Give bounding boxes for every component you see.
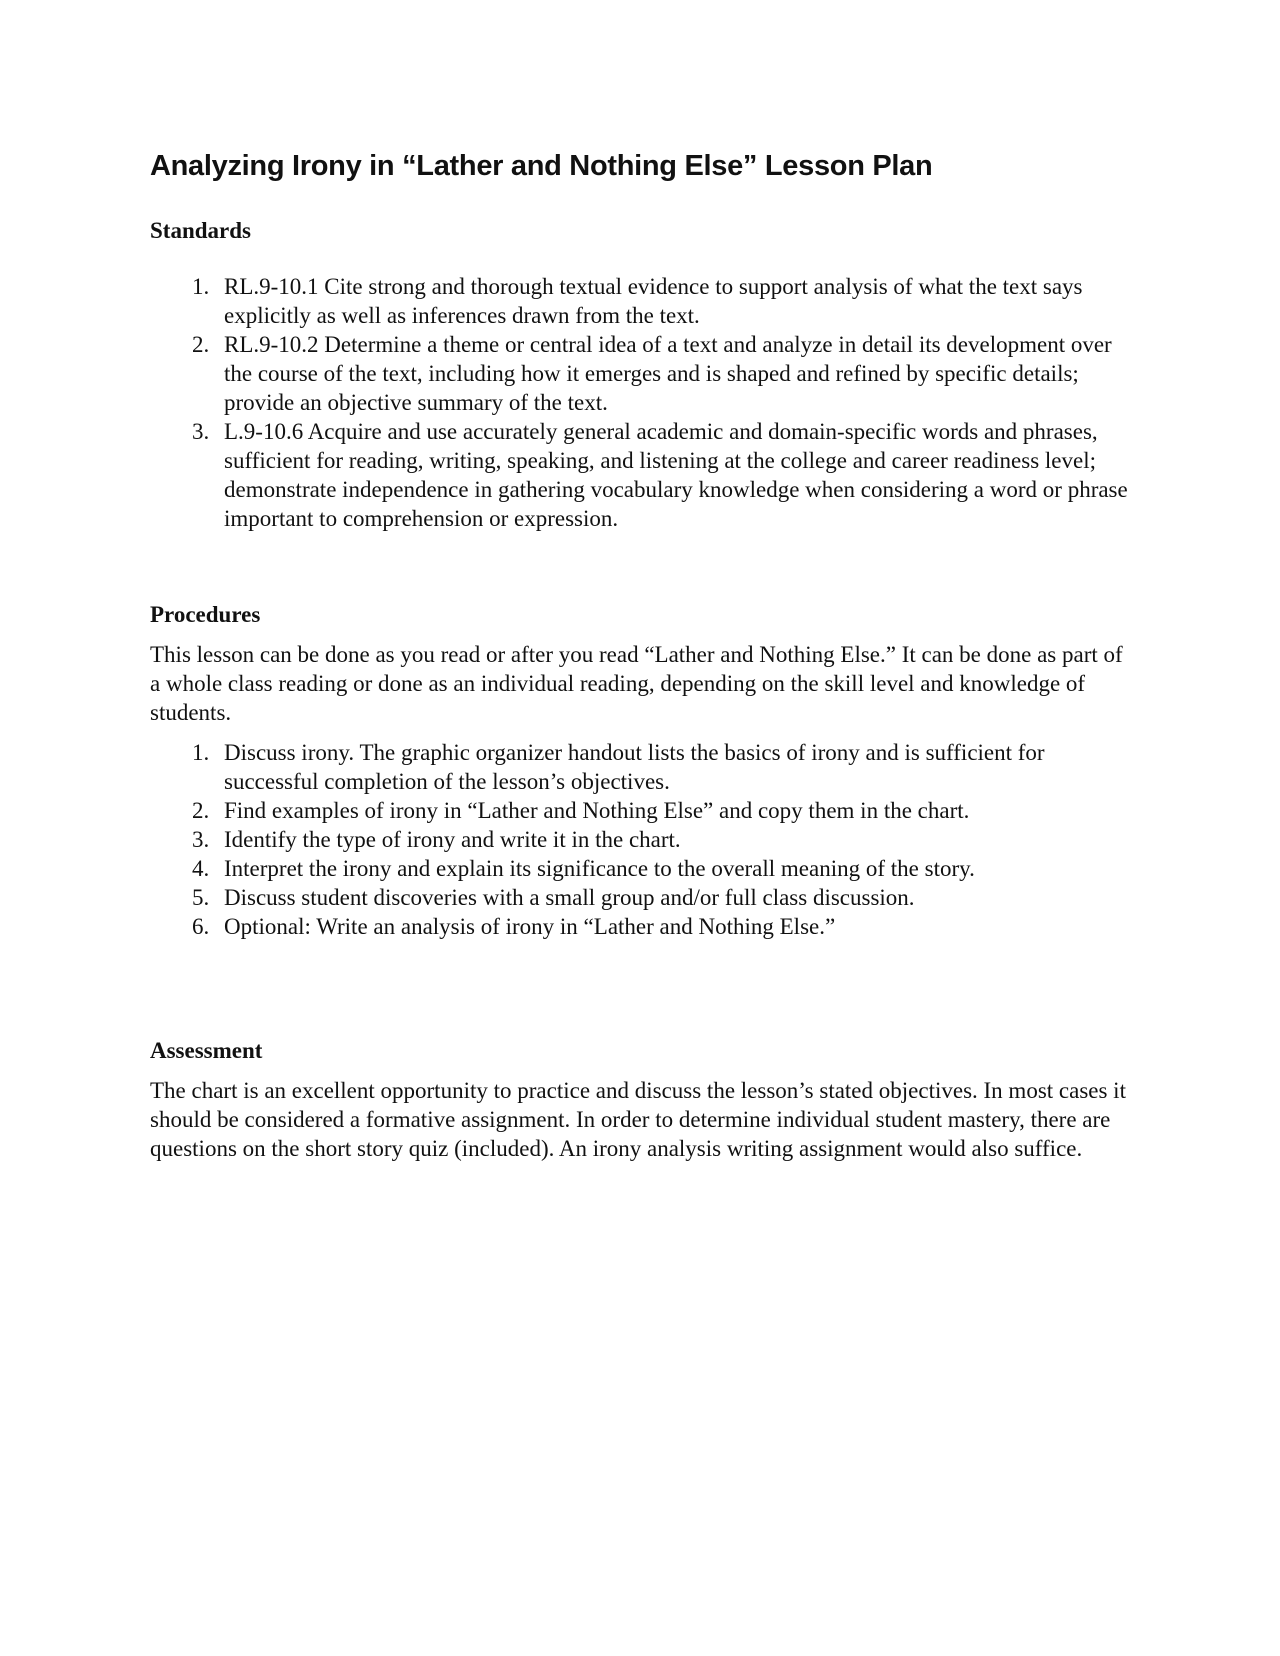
procedures-heading: Procedures — [150, 602, 261, 627]
list-number: 3. — [192, 827, 210, 852]
assessment-text: The chart is an excellent opportunity to practice and discuss the lesson’s stated objectives. In most cases it should be considered a formative assignment. In order to determine individual student mastery, there are questions on the short story quiz (included). An irony analysis writing assignment would also suffice. — [150, 1078, 1126, 1161]
list-item-text: L.9-10.6 Acquire and use accurately general academic and domain-specific words and phrases, sufficient for reading, writing, speaking, and listening at the college and career readiness level; demonstrate independence in gathering vocabulary knowledge when considering a word or phrase important to comprehension or expression. — [224, 419, 1128, 531]
list-item-text: Discuss student discoveries with a small group and/or full class discussion. — [224, 885, 915, 910]
list-number: 4. — [192, 856, 210, 881]
list-number: 2. — [192, 332, 210, 357]
standards-list — [150, 272, 1130, 533]
list-item — [150, 912, 1130, 941]
list-number: 5. — [192, 885, 210, 910]
list-item — [150, 883, 1130, 912]
list-item-text: Identify the type of irony and write it in the chart. — [224, 827, 681, 852]
list-item-text: Find examples of irony in “Lather and Nothing Else” and copy them in the chart. — [224, 798, 970, 823]
list-item — [150, 796, 1130, 825]
list-item — [150, 854, 1130, 883]
list-item-text: RL.9-10.2 Determine a theme or central idea of a text and analyze in detail its development over the course of the text, including how it emerges and is shaped and refined by specific details; provide an objective summary of the text. — [224, 332, 1112, 415]
list-item — [150, 272, 1130, 330]
list-item-text: Interpret the irony and explain its significance to the overall meaning of the story. — [224, 856, 975, 881]
list-number: 2. — [192, 798, 210, 823]
list-number: 1. — [192, 740, 210, 765]
list-item — [150, 825, 1130, 854]
page-title: Analyzing Irony in “Lather and Nothing Else” Lesson Plan — [150, 150, 933, 182]
list-item — [150, 417, 1130, 533]
list-item-text: Discuss irony. The graphic organizer handout lists the basics of irony and is sufficient for successful completion of the lesson’s objectives. — [224, 740, 1045, 794]
procedures-intro: This lesson can be done as you read or after you read “Lather and Nothing Else.” It can be done as part of a whole class reading or done as an individual reading, depending on the skill level and knowledge of students. — [150, 642, 1123, 725]
standards-heading: Standards — [150, 218, 251, 243]
list-number: 1. — [192, 274, 210, 299]
list-number: 6. — [192, 914, 210, 939]
procedures-list — [150, 738, 1130, 941]
assessment-heading: Assessment — [150, 1038, 263, 1063]
list-item-text: RL.9-10.1 Cite strong and thorough textual evidence to support analysis of what the text says explicitly as well as inferences drawn from the text. — [224, 274, 1083, 328]
list-item — [150, 738, 1130, 796]
list-item-text: Optional: Write an analysis of irony in “Lather and Nothing Else.” — [224, 914, 836, 939]
list-item — [150, 330, 1130, 417]
list-number: 3. — [192, 419, 210, 444]
